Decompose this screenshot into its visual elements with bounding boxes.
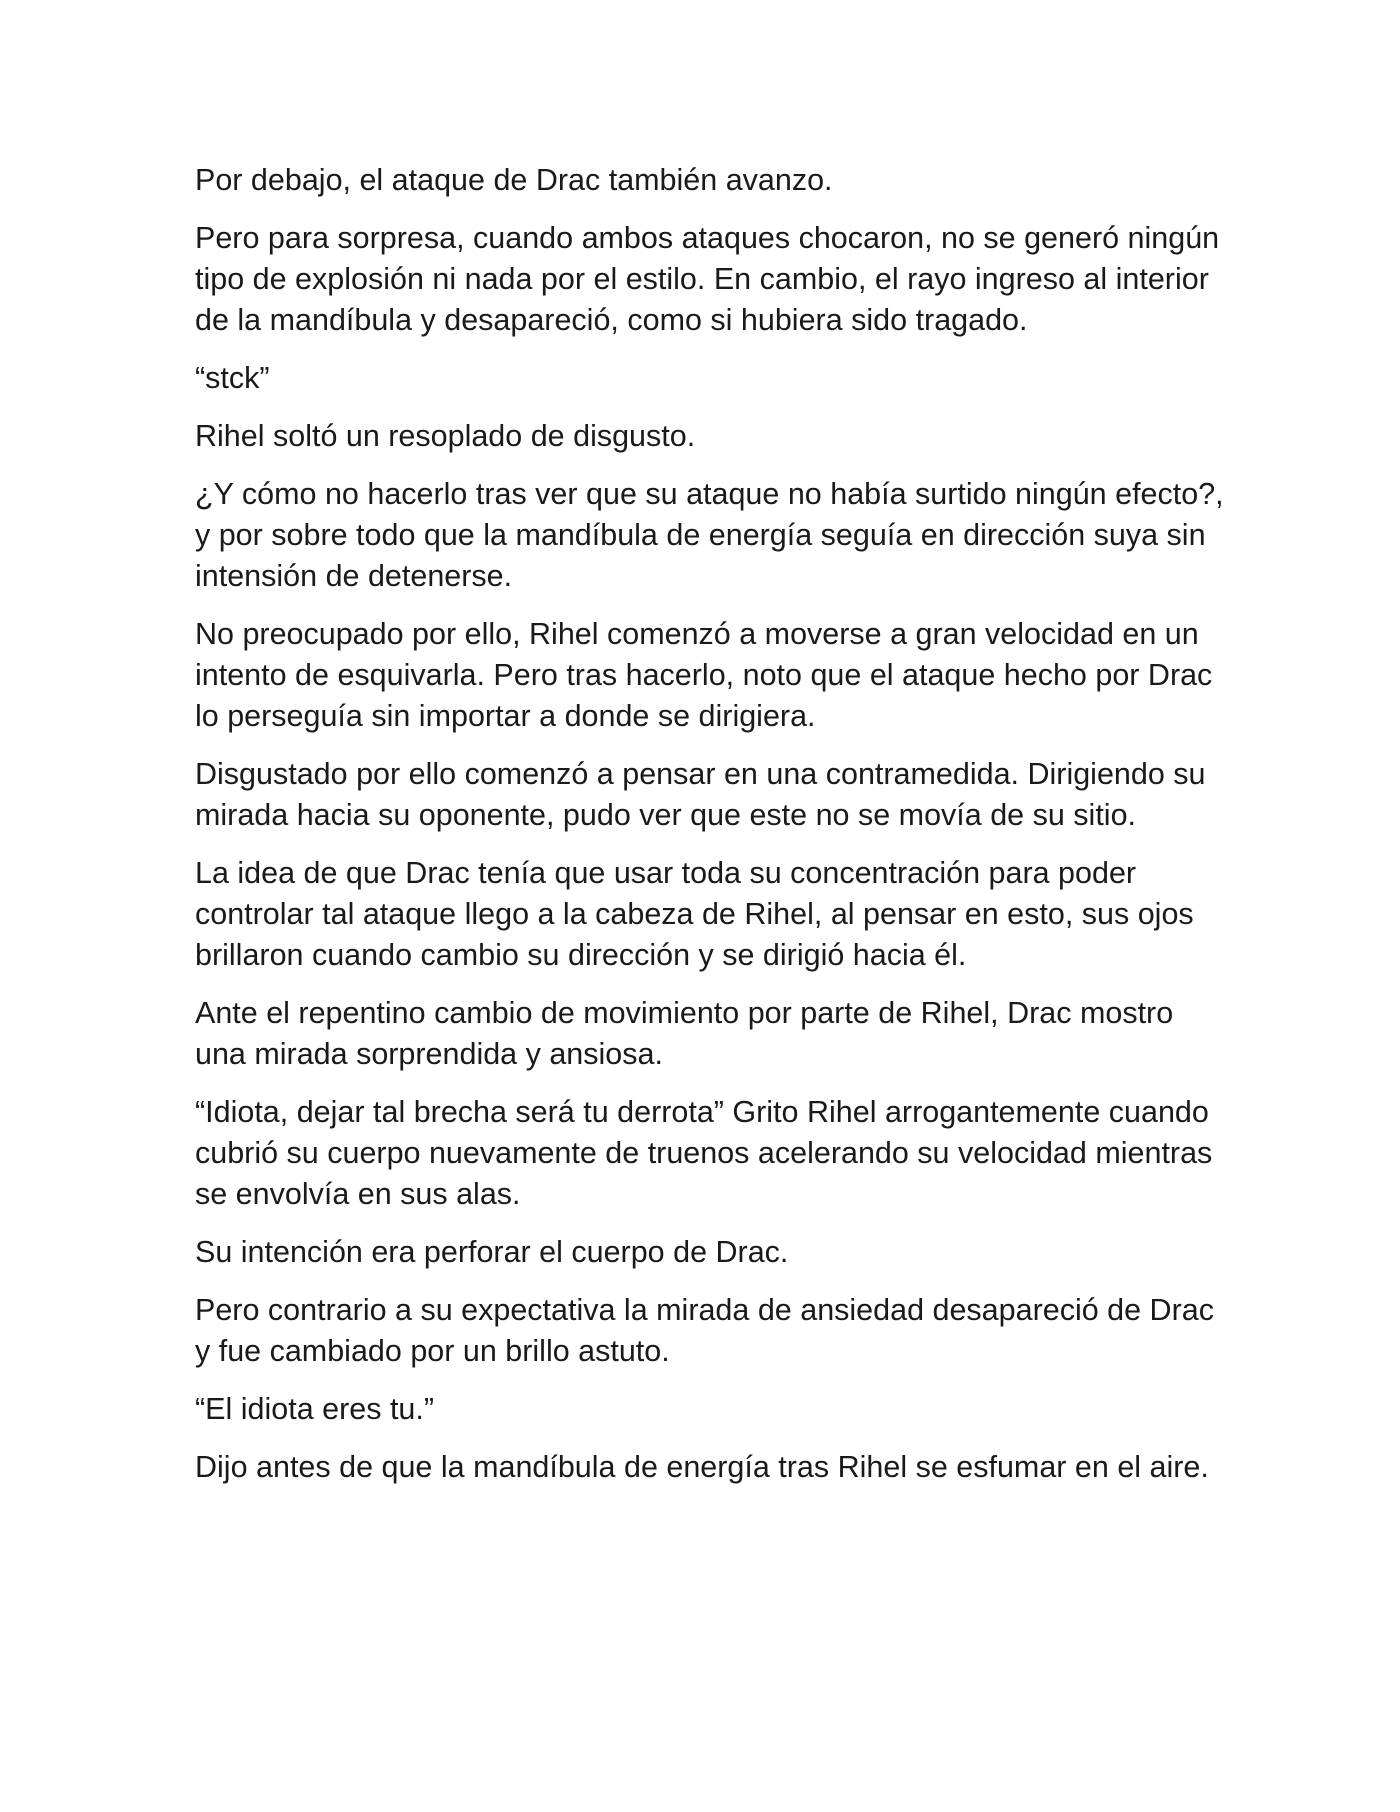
paragraph: Ante el repentino cambio de movimiento por parte de Rihel, Drac mostro una mirada sorprendida y ansiosa.	[195, 996, 1174, 1071]
text-body	[195, 160, 1230, 1505]
paragraph: “Idiota, dejar tal brecha será tu derrota” Grito Rihel arrogantemente cuando cubrió su cuerpo nuevamente de truenos acelerando su velocidad mientras se envolvía en sus alas.	[195, 1095, 1213, 1211]
paragraph: No preocupado por ello, Rihel comenzó a moverse a gran velocidad en un intento de esquivarla. Pero tras hacerlo, noto que el ataque hecho por Drac lo perseguía sin importar a donde se dirigiera.	[195, 617, 1213, 733]
paragraph: Su intención era perforar el cuerpo de Drac.	[195, 1235, 789, 1269]
paragraph: Rihel soltó un resoplado de disgusto.	[195, 419, 696, 453]
paragraph: Dijo antes de que la mandíbula de energía tras Rihel se esfumar en el aire.	[195, 1450, 1209, 1484]
paragraph: La idea de que Drac tenía que usar toda su concentración para poder controlar tal ataque llego a la cabeza de Rihel, al pensar en esto, sus ojos brillaron cuando cambio su dirección y se dirigió hacia él.	[195, 856, 1194, 972]
paragraph: “stck”	[195, 361, 270, 395]
paragraph: Pero contrario a su expectativa la mirada de ansiedad desapareció de Drac y fue cambiado por un brillo astuto.	[195, 1293, 1214, 1368]
paragraph: Pero para sorpresa, cuando ambos ataques chocaron, no se generó ningún tipo de explosión ni nada por el estilo. En cambio, el rayo ingreso al interior de la mandíbula y desapareció, como si hubiera sido tragado.	[195, 221, 1220, 337]
paragraph: “El idiota eres tu.”	[195, 1392, 435, 1426]
paragraph: Disgustado por ello comenzó a pensar en una contramedida. Dirigiendo su mirada hacia su oponente, pudo ver que este no se movía de su sitio.	[195, 757, 1206, 832]
paragraph: Por debajo, el ataque de Drac también avanzo.	[195, 163, 833, 197]
paragraph: ¿Y cómo no hacerlo tras ver que su ataque no había surtido ningún efecto?, y por sobre todo que la mandíbula de energía seguía en dirección suya sin intensión de detenerse.	[195, 477, 1224, 593]
